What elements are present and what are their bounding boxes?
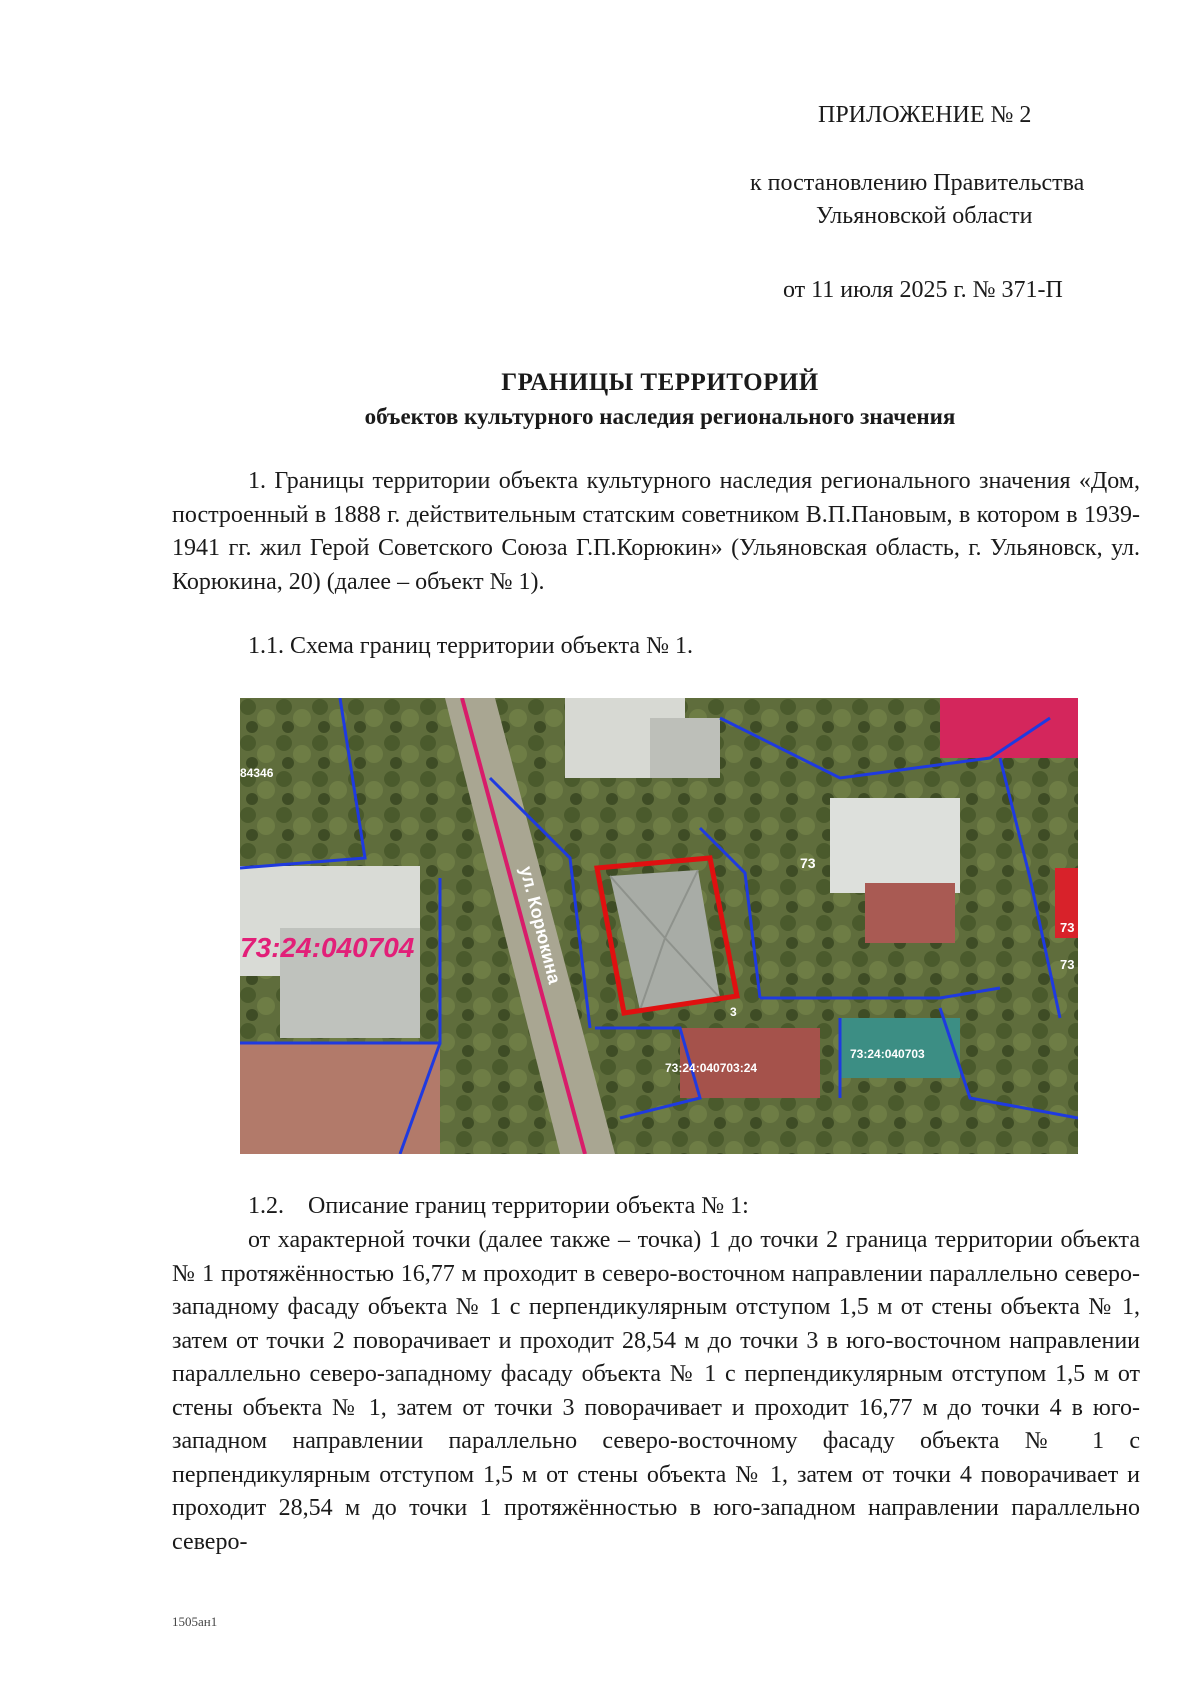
edge-label-1: 73	[800, 855, 816, 871]
roof-red-right	[865, 883, 955, 943]
paragraph-1-2-body: от характерной точки (далее также – точка) 1 до точки 2 граница территории объекта № 1 протяжённостью 16,77 м проходит в северо-восточном направлении параллельно северо-западному фасаду объекта № 1 с перпендикулярным отступом 1,5 м от стены объекта № 1, затем от точки 2 поворачивает и проходит 28,54 м до точки 3 в юго-восточном направлении параллельно северо-западному фасаду объекта № 1 с перпендикулярным отступом 1,5 м от стены объекта № 1, затем от точки 3 поворачивает и проходит 16,77 м до точки 4 в юго-западном направлении параллельно северо-восточному фасаду объекта № 1 с перпендикулярным отступом 1,5 м от стены объекта № 1, затем от точки 4 поворачивает и проходит 28,54 м до точки 1 протяжённостью в юго-западном направлении параллельно северо-	[172, 1227, 1140, 1555]
satellite-boundary-map	[240, 698, 1078, 1154]
edge-label-3: 73	[1060, 957, 1075, 972]
cadastre-label-left: 73:24:040704	[240, 932, 415, 963]
street-label: ул. Корюкина	[516, 864, 565, 986]
footer-code: 1505ан1	[172, 1614, 218, 1629]
paragraph-1-2-heading: 1.2. Описание границ территории объекта № 1:	[248, 1193, 749, 1219]
document-subtitle: объектов культурного наследия регионального значения	[364, 404, 956, 429]
roof-right	[830, 798, 960, 893]
paragraph-1: 1. Границы территории объекта культурного наследия регионального значения «Дом, построенный в 1888 г. действительным статским советником В.П.Пановым, в котором в 1939-1941 гг. жил Герой Советского Союза Г.П.Корюкин» (Ульяновская область, г. Ульяновск, ул. Корюкина, 20) (далее – объект № 1).	[172, 468, 1140, 595]
decree-reference-line1: к постановлению Правительства	[750, 170, 1085, 196]
parcel-label-top-left: 84346	[240, 766, 274, 780]
parcel-label-bottom-2: 73:24:040703	[850, 1047, 925, 1061]
point-label: 3	[730, 1005, 737, 1019]
document-title: ГРАНИЦЫ ТЕРРИТОРИЙ	[501, 369, 819, 396]
edge-label-2: 73	[1060, 920, 1075, 935]
parcel-label-bottom-1: 73:24:040703:24	[665, 1061, 758, 1075]
map-svg	[240, 698, 1078, 1154]
paragraph-1-1: 1.1. Схема границ территории объекта № 1.	[248, 633, 693, 659]
roof-magenta-top-right	[940, 698, 1078, 758]
roof-top-center-2	[650, 718, 720, 778]
decree-reference-line2: Ульяновской области	[816, 203, 1033, 229]
decree-date: от 11 июля 2025 г. № 371-П	[783, 277, 1063, 303]
appendix-label: ПРИЛОЖЕНИЕ № 2	[818, 102, 1032, 128]
roof-brown-bottom-left	[240, 1043, 440, 1154]
